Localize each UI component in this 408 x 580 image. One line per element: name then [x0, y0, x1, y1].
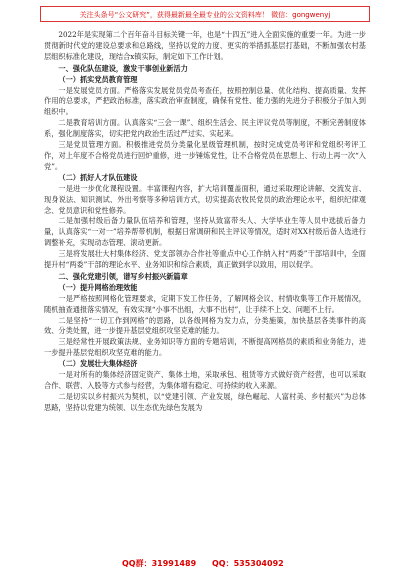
paragraph: 2022年是实现第二个百年奋斗目标关键一年，也是“十四五”进入全面实施的重要一年。为进一步贯彻新时代党的建设总要求和总路线，坚持以党的力度、更实的举措抓基层打基础，不断加强农村基层组织标准化建设，现结合x镇实际，制定如下工作计划。 — [44, 30, 366, 61]
paragraph: 一是严格按照网格化管理要求，定期下发工作任务，了解网格会议、村情收集等工作开展情况，随机抽查通报落实情况，有效实现“小事不出组，大事不出村”，让手续不上交、问题不上行。 — [44, 293, 366, 314]
paragraph: 三是党员管理方面。积极推进党员分类量化星级管理机制，按时完成党员考评和党组织考评工作，对上年度不合格党员进行回炉重修，进一步锤炼党性，让不合格党员在思想上、行动上再一次“入党”。 — [44, 140, 366, 171]
subsection-heading: （一）提升网格治理效能 — [58, 282, 138, 292]
subsection-heading: （二）发展壮大集体经济 — [58, 359, 138, 369]
section-heading: 二、强化党建引领，谱写乡村振兴新篇章 — [58, 271, 188, 281]
paragraph: 二是加强村级后备力量队伍培养和管理，坚持从致富带头人、大学毕业生等人员中选拔后备力量，认真落实“一对一”培养帮带机制，根据日常调研和民主评议等情况，适时对XX村级后备人选进行调整补充，实现动态管理、滚动更新。 — [44, 216, 366, 248]
paragraph: 二是教育培训方面。认真落实“三会一课”、组织生活会、民主评议党员等制度，不断完善制度体系，强化制度落实，切实把党内政治生活过严过实、实起来。 — [44, 118, 366, 139]
subsection-heading: （二）抓好人才队伍建设 — [58, 172, 138, 182]
paragraph: 一是进一步优化课程设置。丰富课程内容，扩大培训覆盖面积，通过采取理论讲解、交流发言、现身说法、知识测试、外出考察等多种培训方式，切实提高农牧民党员的政治理论水平，组织纪律观念、党员意识和党性修养。 — [44, 183, 366, 215]
paragraph: 三是经常性开展政策法规、业务知识等方面的专题培训，不断提高网格员的素质和业务能力，进一步提升基层党组织攻坚克难的能力。 — [44, 337, 366, 358]
paragraph: 二是切实以乡村振兴为契机，以“党建引领、产业发展，绿色崛起、人富村美、乡村振兴”为总体思路，坚持以党建为统领、以生态优先绿色发展为 — [44, 391, 366, 412]
document-body — [44, 30, 366, 414]
paragraph: 一是发展党员方面。严格落实发展党员党员考查任，按照控制总量、优化结构、提高质量、发挥作用的总要求，严把政治标准，落实政治审查制度，确保有党性、能力强的先进分子积极分子加入到组织中。 — [44, 85, 366, 117]
paragraph: 二是坚持“一切工作到网格”的思路，以各级网格为发力点，分类施策，加快基层各类事件的高效、分类处置，进一步提升基层党组织攻坚克难的能力。 — [44, 315, 366, 336]
qq-contact-number: QQ：535304092 — [212, 559, 284, 568]
qq-group-number: QQ群：31991489 — [122, 559, 197, 568]
promo-banner: 关注头条号“公文研究”，获得最新最全最专业的公文资料库！ 微信：gongwenyj — [40, 6, 370, 22]
footer — [0, 556, 408, 572]
subsection-heading: （一）抓实党员教育管理 — [58, 74, 138, 84]
section-heading: 一、强化队伍建设，激发干事创业新活力 — [58, 63, 188, 73]
paragraph: 三是将发展壮大村集体经济、党支部领办合作社等重点中心工作纳入村“两委”干部培训中，全面提升村“两委”干部的理论水平、业务知识和综合素质，真正做到学以致用，用以促学。 — [44, 249, 366, 270]
paragraph: 一是对所有的集体经济固定资产、集体土地，采取承包、租赁等方式做好资产经营，也可以采取合作、联营、入股等方式参与经营，为集体增有稳定、可持续的收入来源。 — [44, 370, 366, 390]
